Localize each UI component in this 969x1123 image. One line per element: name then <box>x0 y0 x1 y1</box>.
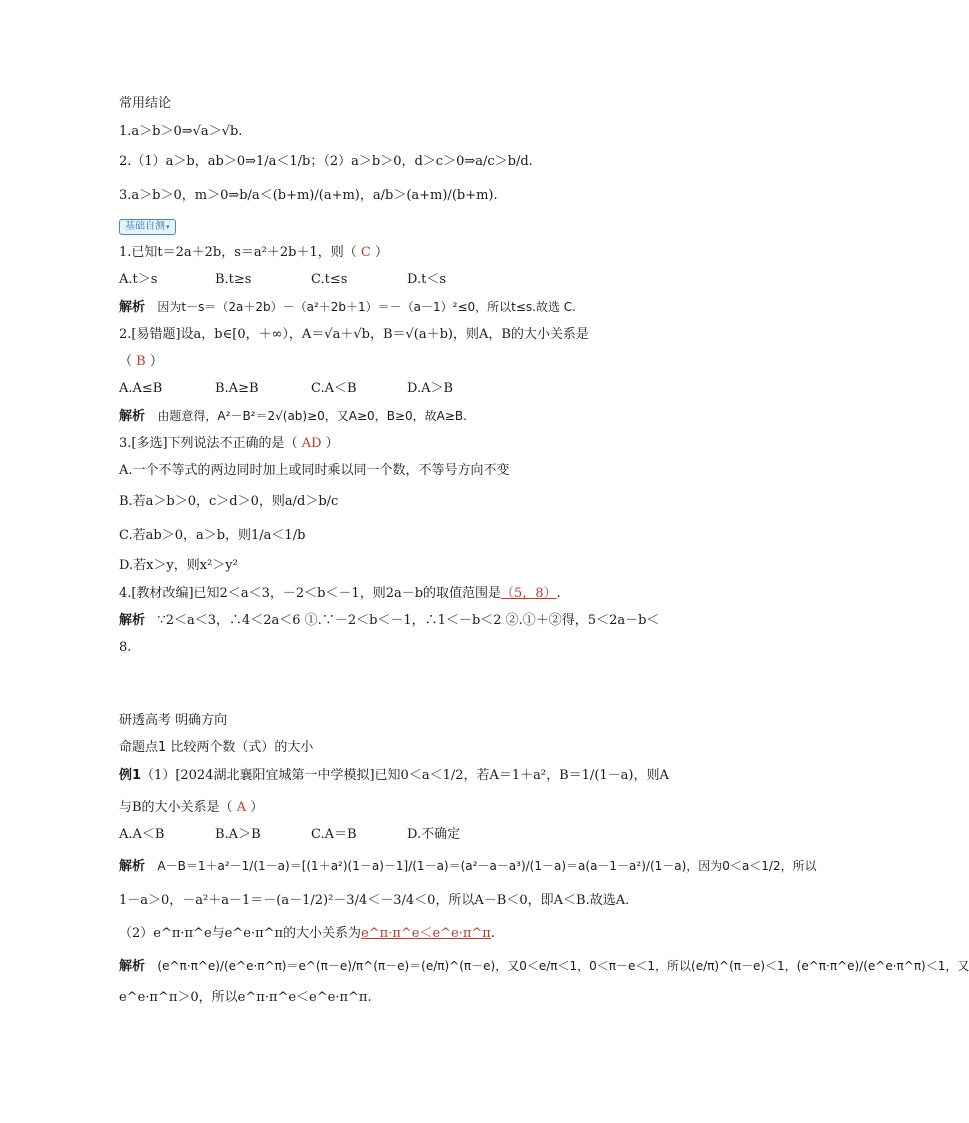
question-1-answer: C <box>360 245 371 260</box>
question-4-solution-cont: 8. <box>119 640 132 655</box>
example-1-solution-cont: 1－a＞0，－a²＋a－1＝－(a－1/2)²－3/4＜－3/4＜0，所以A－B＜0，即A＜B.故选A. <box>119 893 630 908</box>
question-3-option-c: C.若ab＞0，a＞b，则1/a＜1/b <box>119 528 306 543</box>
option-b: B.A＞B <box>215 827 261 842</box>
option-a: A.A＜B <box>119 827 165 842</box>
example-1-stem: 例1（1）[2024湖北襄阳宜城第一中学模拟]已知0＜a＜1/2，若A＝1＋a²，B＝1/(1－a)，则A <box>119 768 669 783</box>
question-4-stem: 4.[教材改编]已知2＜a＜3，－2＜b＜－1，则2a－b的取值范围是（5，8）. <box>119 586 561 601</box>
question-2-solution: 解析 由题意得，A²－B²＝2√(ab)≥0，又A≥0，B≥0，故A≥B. <box>119 409 467 424</box>
question-3-stem: 3.[多选]下列说法不正确的是（ AD ） <box>119 436 339 451</box>
question-4-solution: 解析 ∵2＜a＜3，∴4＜2a＜6 ①.∵－2＜b＜－1，∴1＜－b＜2 ②.①＋②得，5＜2a－b＜ <box>119 613 660 628</box>
option-d: D.不确定 <box>407 827 461 842</box>
section-title-common-conclusions: 常用结论 <box>119 96 172 111</box>
example-1-stem-cont: 与B的大小关系是（ A ） <box>119 800 264 815</box>
option-c: C.A＝B <box>311 827 357 842</box>
conclusion-1: 1.a＞b＞0⇒√a＞√b. <box>119 124 243 139</box>
option-b: B.A≥B <box>215 381 259 396</box>
option-d: D.A＞B <box>407 381 454 396</box>
dropdown-triangle-icon: ▾ <box>166 223 170 231</box>
solution-label: 解析 <box>119 300 146 315</box>
example-1-part-2: （2）e^π·π^e与e^e·π^π的大小关系为e^π·π^e＜e^e·π^π. <box>119 926 495 941</box>
question-3-option-a: A.一个不等式的两边同时加上或同时乘以同一个数，不等号方向不变 <box>119 463 510 478</box>
option-c: C.A＜B <box>311 381 357 396</box>
example-1-solution: 解析 A－B＝1＋a²－1/(1－a)＝[(1＋a²)(1－a)－1]/(1－a)＝(a²－a－a³)/(1－a)＝a(a－1－a²)/(1－a)，因为0＜a＜1/2，所以 <box>119 859 817 874</box>
question-3-option-b: B.若a＞b＞0，c＞d＞0，则a/d＞b/c <box>119 494 339 509</box>
question-3-answer: AD <box>301 436 322 451</box>
example-1-part-2-answer: e^π·π^e＜e^e·π^π <box>361 926 491 941</box>
question-2-answer-line: （ B ） <box>119 354 163 369</box>
topic-point-1: 命题点1 比较两个数（式）的大小 <box>119 740 314 755</box>
question-1-solution: 解析 因为t－s＝（2a＋2b）－（a²＋2b＋1）＝－（a－1）²≤0，所以t≤s.故选 C. <box>119 300 576 315</box>
question-4-answer: （5，8） <box>501 586 557 601</box>
example-1-part-2-solution: 解析 (e^π·π^e)/(e^e·π^π)＝e^(π－e)/π^(π－e)＝(e/π)^(π－e)，又0＜e/π＜1，0＜π－e＜1，所以(e/π)^(π－e)＜1，(e^π·π^e)/(e^e·π^π)＜1，又 <box>119 959 969 974</box>
conclusion-2: 2.（1）a＞b，ab＞0⇒1/a＜1/b；（2）a＞b＞0，d＞c＞0⇒a/c＞b/d. <box>119 154 533 169</box>
question-2-stem: 2.[易错题]设a，b∈[0，＋∞），A＝√a＋√b，B＝√(a＋b)，则A，B的大小关系是 <box>119 327 589 342</box>
option-c: C.t≤s <box>311 272 348 287</box>
option-a: A.A≤B <box>119 381 163 396</box>
option-d: D.t＜s <box>407 272 446 287</box>
example-1-part-2-solution-cont: e^e·π^π＞0，所以e^π·π^e＜e^e·π^π. <box>119 990 372 1005</box>
option-b: B.t≥s <box>215 272 252 287</box>
example-1-answer: A <box>236 800 247 815</box>
section-title-exam-focus: 研透高考 明确方向 <box>119 713 228 728</box>
conclusion-3: 3.a＞b＞0，m＞0⇒b/a＜(b+m)/(a+m)，a/b＞(a+m)/(b+m). <box>119 188 498 203</box>
option-a: A.t＞s <box>119 272 158 287</box>
question-1-stem: 1.已知t＝2a＋2b，s＝a²＋2b＋1，则（ C ） <box>119 245 388 260</box>
question-3-option-d: D.若x＞y，则x²＞y² <box>119 558 238 573</box>
basic-self-test-badge: 基础自测▾ <box>119 219 176 235</box>
question-2-answer: B <box>136 354 146 369</box>
